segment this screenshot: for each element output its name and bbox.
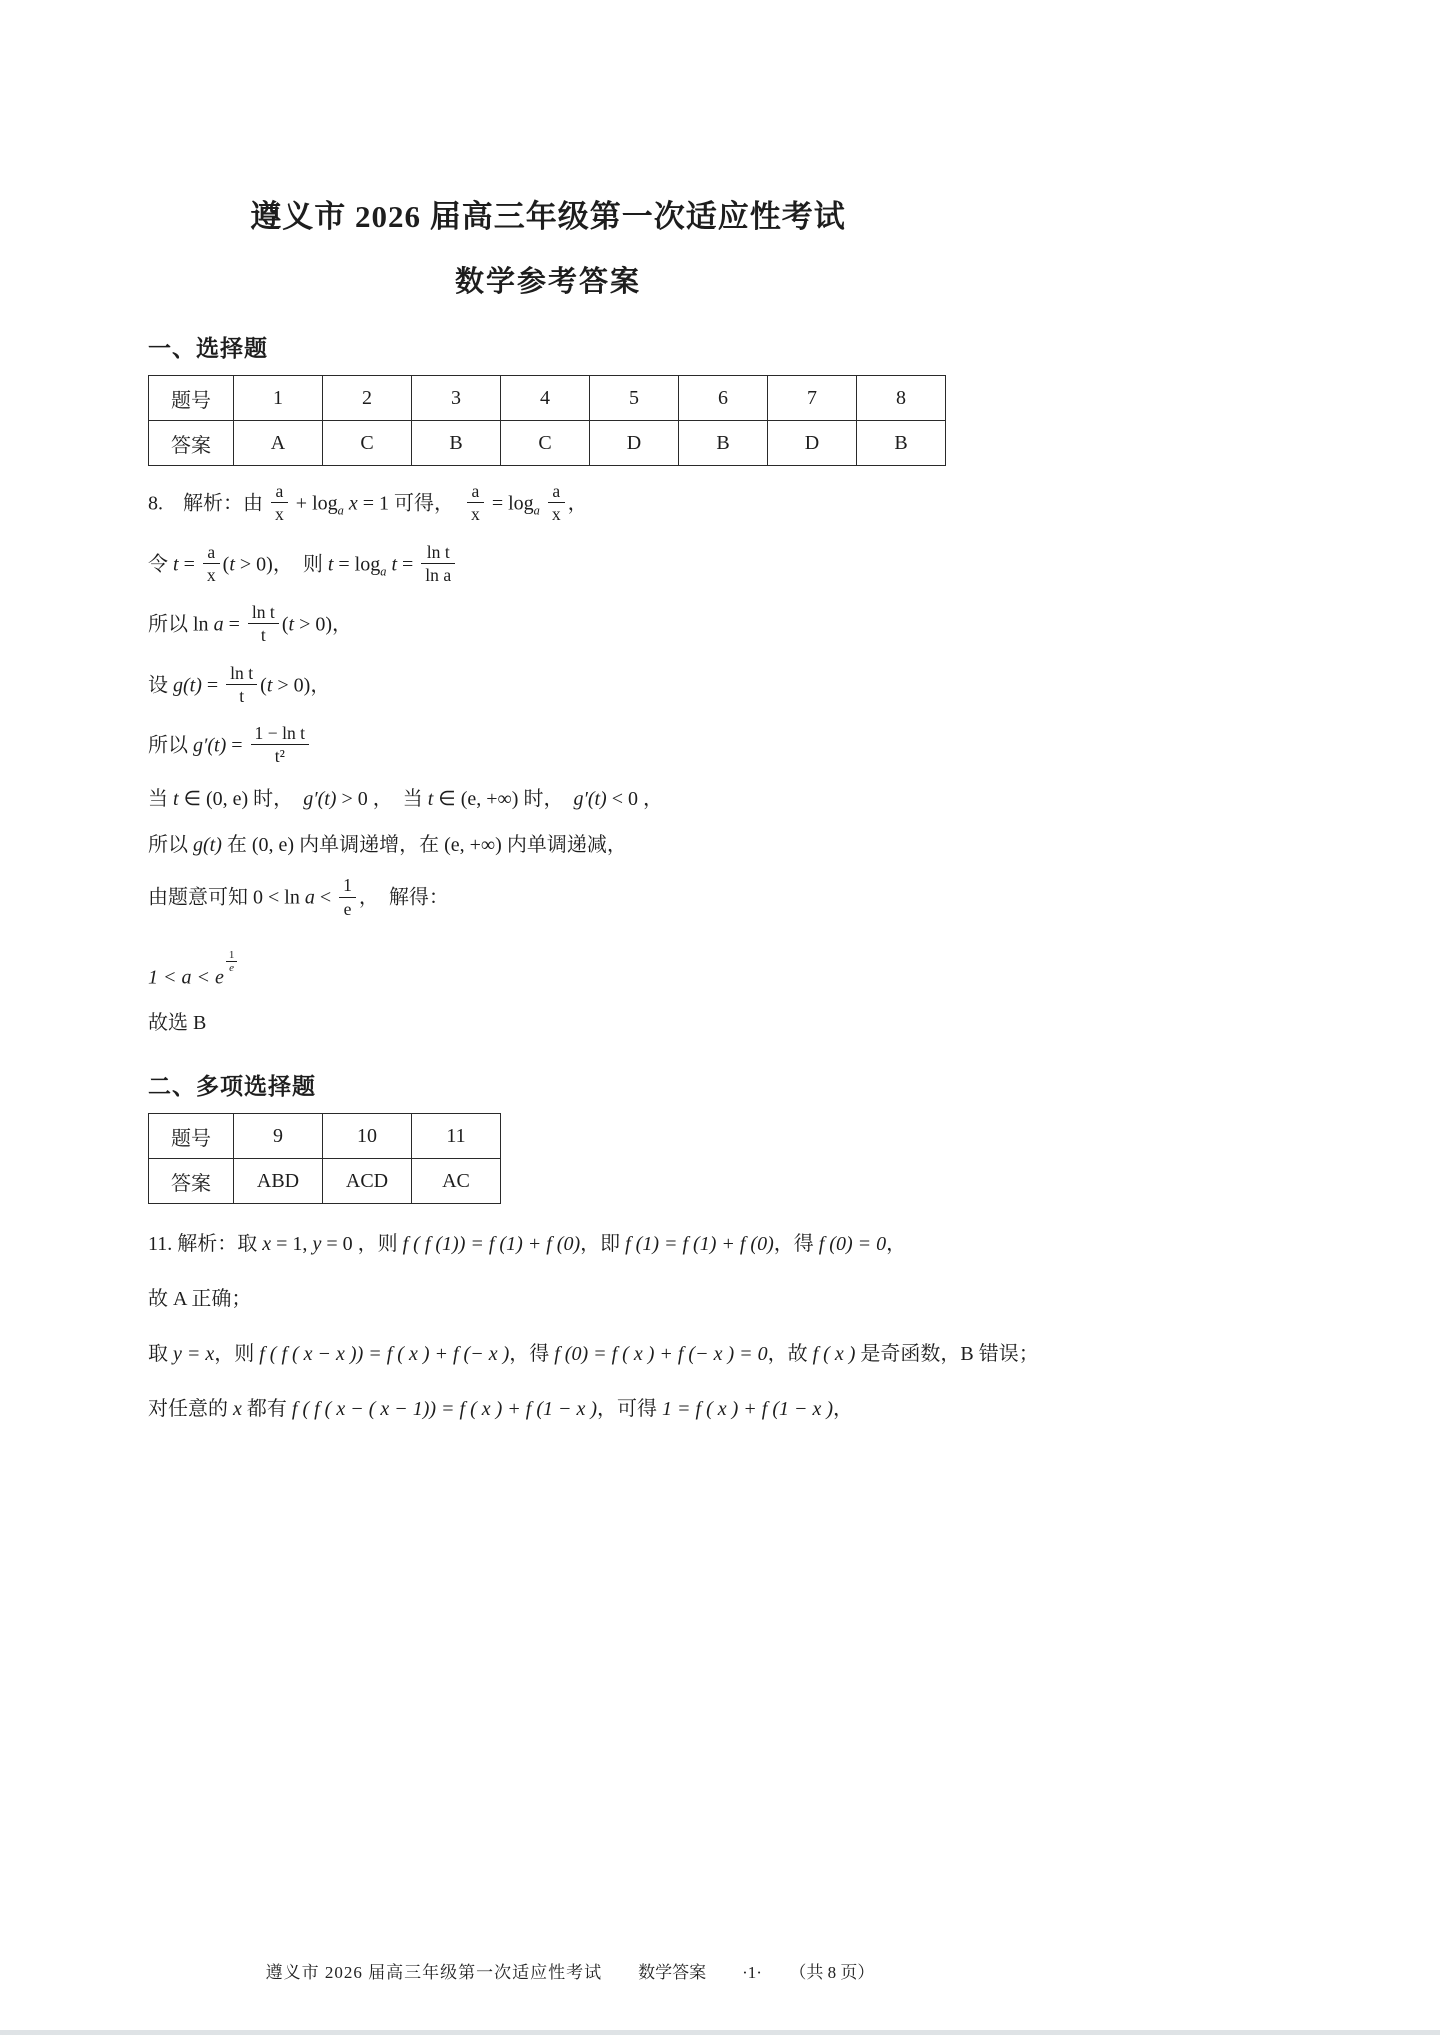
question-number-cell: 2 [323, 376, 412, 421]
choice-answer-table [148, 375, 946, 466]
answer-cell: ACD [323, 1159, 412, 1204]
solution-11 [148, 1230, 1039, 1424]
answer-cell: C [323, 421, 412, 466]
answer-cell: C [501, 421, 590, 466]
solution-line: 1 < a < e $\frac{1}{e}$ [148, 949, 948, 993]
table-row [149, 376, 946, 421]
answer-cell: ABD [234, 1159, 323, 1204]
question-number-cell: 11 [412, 1114, 501, 1159]
solution-line: 故 A 正确； [148, 1288, 252, 1311]
solution-line: 令 t = $\frac{a}{x}$ (t > 0)， 则 $t = \log_a t$ = $\frac{\text{ln t}}{\text{ln a}}$ [148, 544, 948, 587]
answer-cell: B [857, 421, 946, 466]
question-number-cell: 9 [234, 1114, 323, 1159]
solution-line: 8. 解析：由 $\frac{a}{x}$ + $\log_a x = 1$ 可得， $\frac{a}{x}$ = $\log_a$ $\frac{a}{x}$ ， [148, 481, 588, 525]
scan-edge [0, 2030, 1440, 2035]
question-number-cell: 7 [768, 376, 857, 421]
answer-cell: B [679, 421, 768, 466]
solution-line: 对任意的 x 都有 f ( f ( x − ( x − 1)) = f ( x ) + f (1 − x )，可得 1 = f ( x ) + f (1 − x )， [148, 1398, 854, 1421]
answer-cell: D [590, 421, 679, 466]
table-row [149, 1159, 501, 1204]
footer-total-pages: （共 8 页） [797, 1963, 875, 1982]
solution-line: 设 g(t) = $\frac{\text{ln t}}{t}$ (t > 0)， [148, 662, 331, 706]
row-label-answer: 答案 [149, 421, 234, 466]
footer-exam-title: 遵义市 2026 届高三年级第一次适应性考试 [265, 1963, 603, 1982]
question-number-cell: 1 [234, 376, 323, 421]
page-title: 遵义市 2026 届高三年级第一次适应性考试 [250, 199, 846, 234]
footer-doc-title: 数学答案 [638, 1963, 707, 1982]
question-number-cell: 6 [679, 376, 768, 421]
solution-line: 所以 ln a = $\frac{\text{ln t}}{t}$ (t > 0)， [148, 602, 353, 646]
solution-8 [148, 483, 948, 1038]
row-label-question-number: 题号 [149, 1114, 234, 1159]
solution-line: 当 t ∈ (0, e) 时， g′(t) > 0 ， 当 t ∈ (e, +∞) 时， g′(t) < 0 ， [148, 788, 663, 811]
multi-answer-table [148, 1113, 501, 1204]
solution-line: 所以 g′(t) = $\frac{\text{1 − ln t}}{\text{t²}}$ [148, 725, 948, 768]
row-label-question-number: 题号 [149, 376, 234, 421]
answer-cell: A [234, 421, 323, 466]
solution-line: 取 y = x，则 f ( f ( x − x )) = f ( x ) + f (− x )，得 f (0) = f ( x ) + f (− x ) = 0，故 f ( x ) 是奇函数，B 错误； [148, 1343, 1039, 1366]
answer-cell: B [412, 421, 501, 466]
answer-cell: AC [412, 1159, 501, 1204]
solution-line: 故选 B [148, 1012, 207, 1035]
page-subtitle: 数学参考答案 [454, 266, 641, 299]
row-label-answer: 答案 [149, 1159, 234, 1204]
solution-line: 所以 g(t) 在 (0, e) 内单调递增，在 (e, +∞) 内单调递减， [148, 834, 627, 857]
section-heading-choice: 一、选择题 [148, 335, 268, 362]
question-number-cell: 4 [501, 376, 590, 421]
answer-cell: D [768, 421, 857, 466]
question-number-cell: 5 [590, 376, 679, 421]
table-row [149, 1114, 501, 1159]
table-row [149, 421, 946, 466]
solution-line: 由题意可知 0 < ln a < $\frac{1}{e}$ ， 解得： [148, 875, 449, 919]
footer-page-number: ·1· [742, 1963, 762, 1982]
page-footer [0, 1958, 1140, 1983]
section-heading-multi: 二、多项选择题 [148, 1073, 316, 1100]
question-number-cell: 8 [857, 376, 946, 421]
document-page [148, 198, 1039, 1450]
question-number-cell: 10 [323, 1114, 412, 1159]
question-number-cell: 3 [412, 376, 501, 421]
solution-line: 11. 解析：取 x = 1, y = 0 ，则 f ( f (1)) = f (1) + f (0)，即 f (1) = f (1) + f (0)，得 f (0) = 0， [148, 1233, 907, 1256]
